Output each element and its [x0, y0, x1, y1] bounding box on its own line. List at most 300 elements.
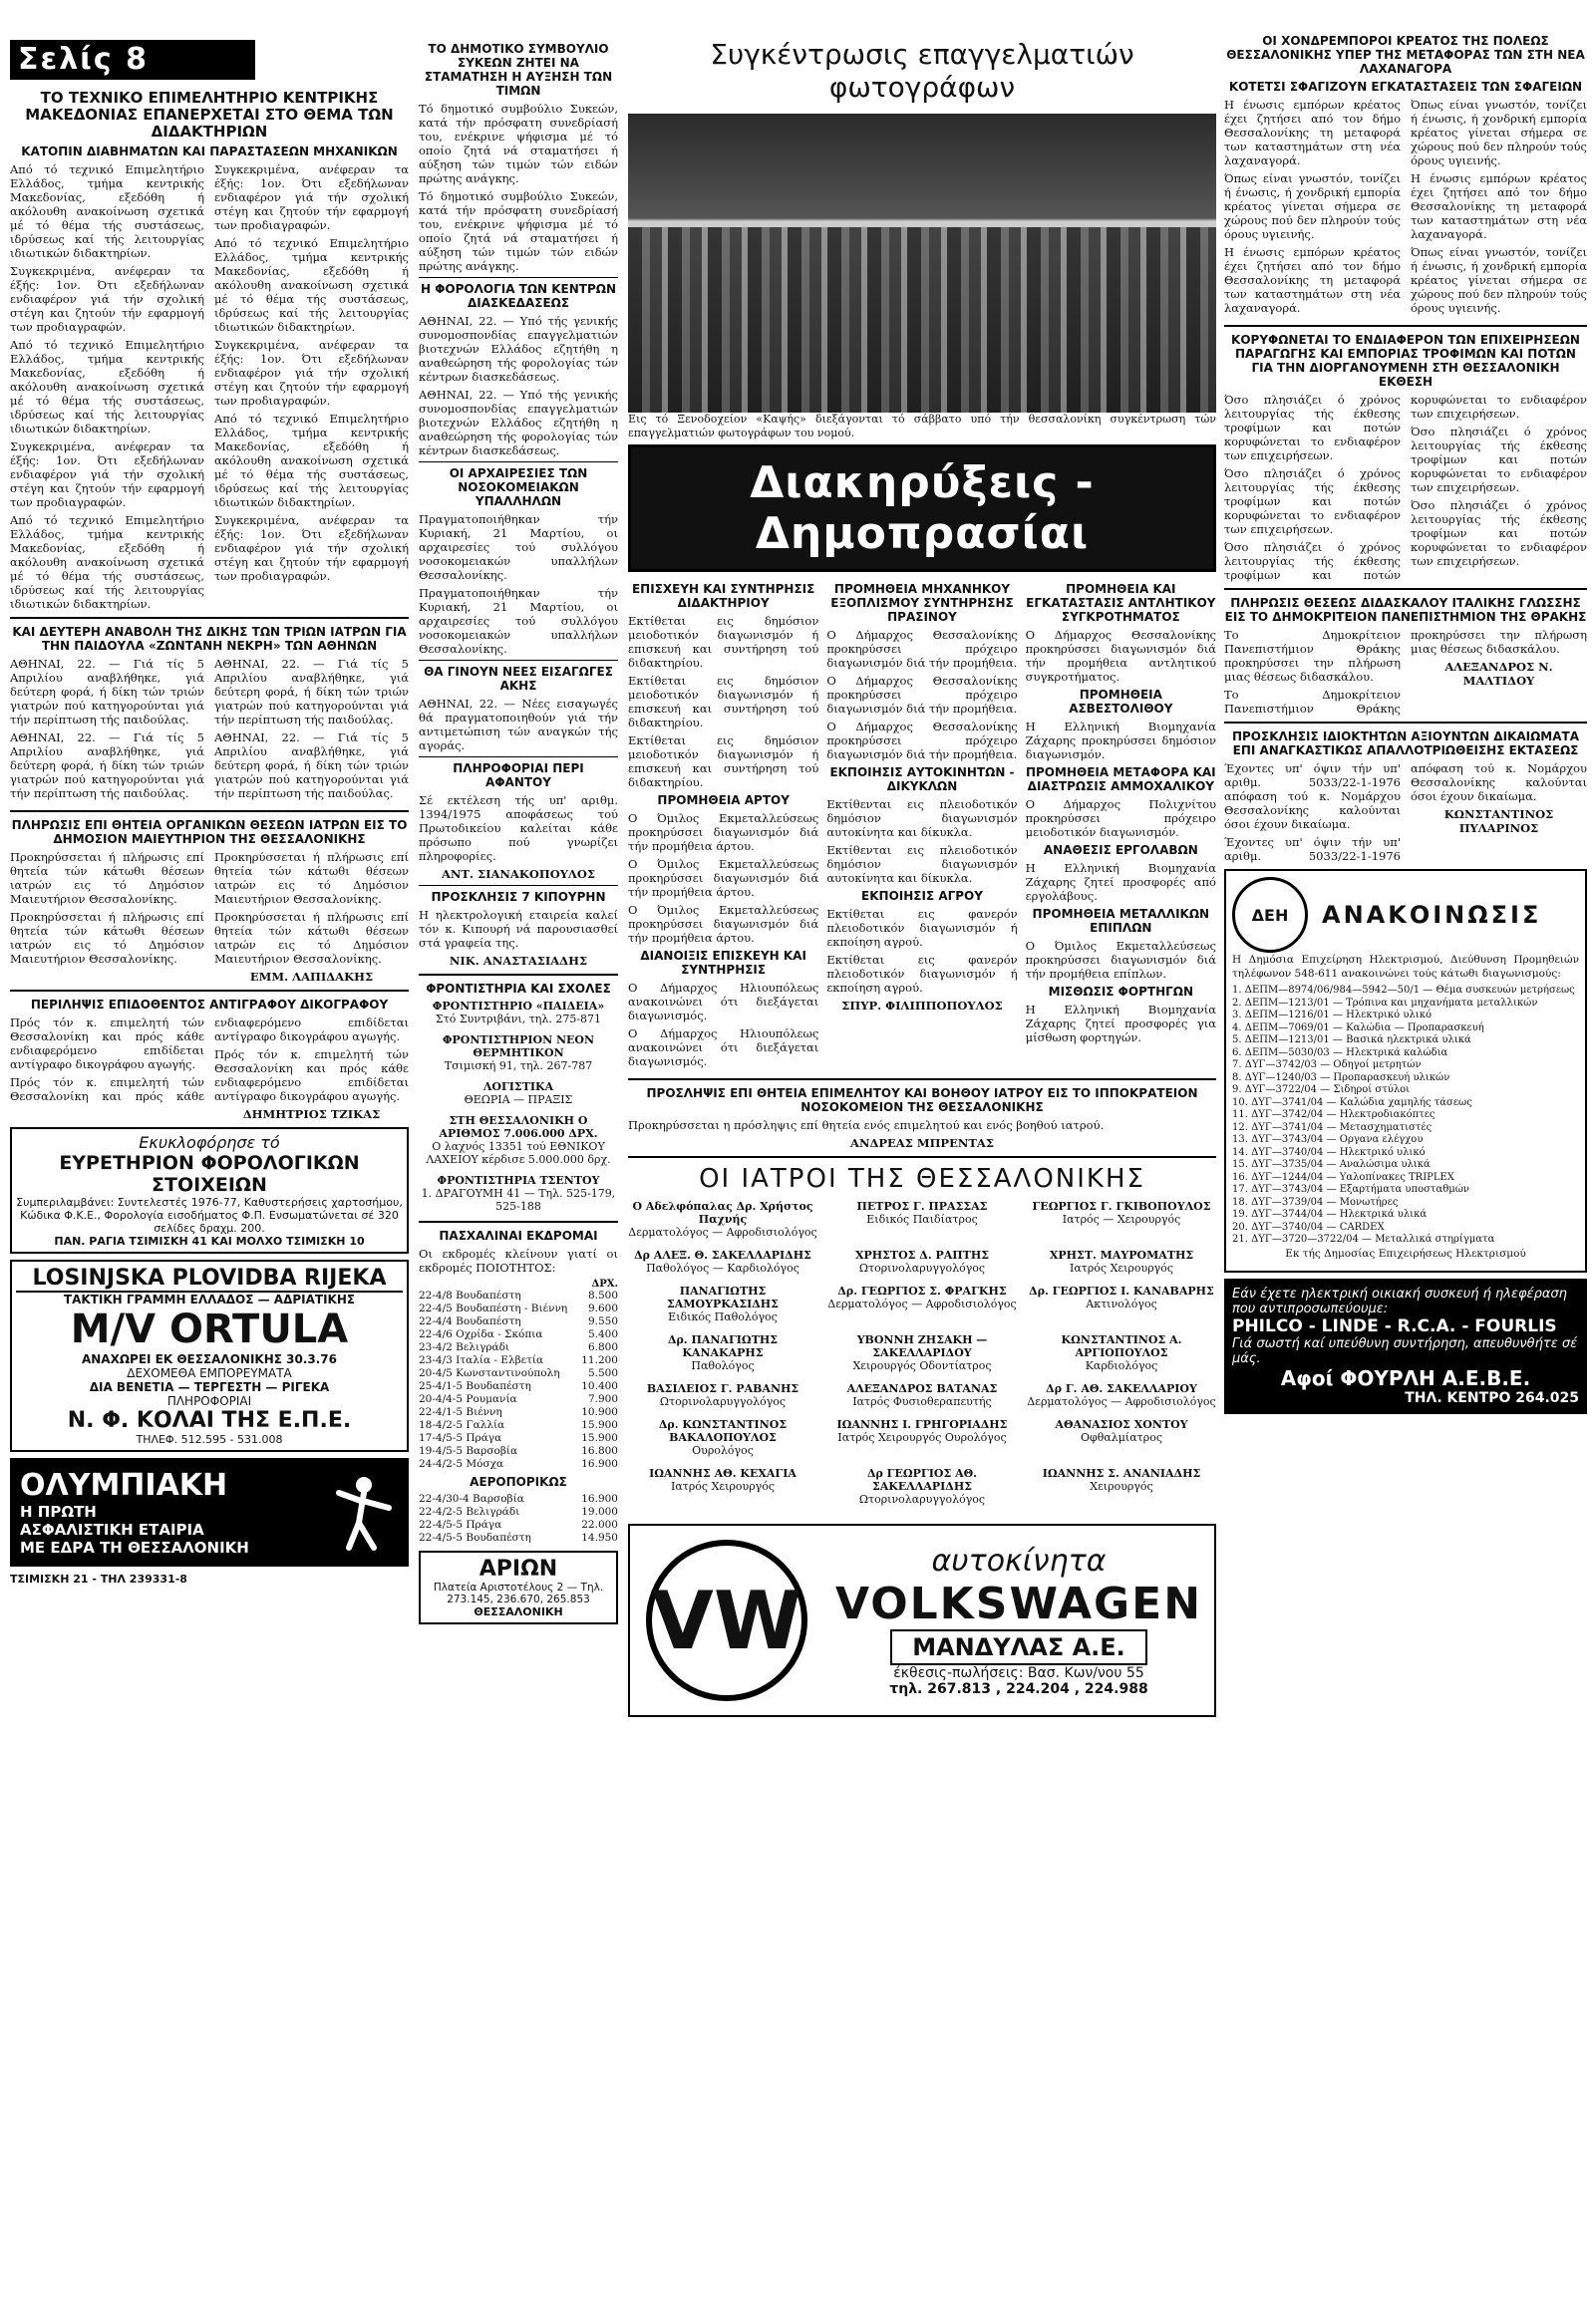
tour-price: 14.950 [581, 1532, 618, 1544]
article-text: Όσο πλησιάζει ό χρόνος λειτουργίας τής έκθεσης τροφίμων και ποτών κορυφώνεται το ενδιαφέρον των επιχειρήσεων. [1224, 393, 1587, 582]
tender-text: Εκτίθεται εις δημόσιον μειοδοτικόν διαγωνισμόν ή επισκευή και συντήρηση τού διδακτηρίου. [628, 733, 819, 789]
agency-city: ΘΕΣΣΑΛΟΝΙΚΗ [474, 1605, 563, 1618]
ad-tax-index [10, 1127, 409, 1254]
article-text: Πρός τόν κ. επιμελητή τών Θεσσαλονίκη και πρός κάθε ενδιαφερόμενο επιδίδεται αντίγραφο δικογράφου αγωγής. [10, 1016, 409, 1103]
photo-caption: Εις τό Ξενοδοχείον «Καψής» διεξάγονται τό σάββατο υπό τήν θεσσαλονίκη συγκέντρωση τών επαγγελματιών φωτογράφων του νομού. [628, 413, 1216, 439]
doctor-specialty: Δερματολόγος — Αφροδισιολόγος [1027, 1395, 1216, 1408]
dei-item: 9. ΔΥΓ—3722/04 — Σιδηροί στύλοι [1232, 1084, 1411, 1095]
tender-text: Η Ελληνική Βιομηχανία Ζάχαρης ζητεί προσφορές για μίσθωση φορτηγών. [1025, 1003, 1216, 1044]
tender-title: ΜΙΣΘΩΣΙΣ ΦΟΡΤΗΓΩΝ [1048, 985, 1193, 999]
school-info: Τσιμισκή 91, τηλ. 267-787 [444, 1059, 593, 1072]
doctor-specialty: Ωτορινολαρυγγολόγος [659, 1395, 787, 1408]
divider [419, 885, 618, 886]
doctor-name: ΧΡΗΣΤΟΣ Δ. ΡΑΠΤΗΣ [854, 1249, 990, 1262]
article-text: Όπως είναι γνωστόν, τονίζει ή ένωσις, ή χονδρική εμπορία κρέατος γίνεται σήμερα σε χώρους πού δεν πληρούν τούς όρους υγιεινής. [1224, 171, 1401, 241]
tour-row [419, 1367, 618, 1380]
tenders-columns [628, 578, 1216, 1072]
subheadline-slaughterhouses: ΚΟΤΕΤΣΙ ΣΦΑΓΙΖΟΥΝ ΕΓΚΑΤΑΣΤΑΣΕΙΣ ΤΩΝ ΣΦΑΓΕΙΩΝ [1228, 80, 1583, 94]
article-text: Συγκεκριμένα, ανέφεραν τα έξής: 1ον. Ότι εξεδήλωναν ενδιαφέρον γιά τήν σχολική στέγη και ζητούν τήν εφαρμογή των προδιαγραφών. [214, 513, 409, 583]
headline-maternity-hospital: ΠΛΗΡΩΣΙΣ ΕΠΙ ΘΗΤΕΙΑ ΟΡΓΑΝΙΚΩΝ ΘΕΣΕΩΝ ΙΑΤΡΩΝ ΕΙΣ ΤΟ ΔΗΜΟΣΙΟΝ ΜΑΙΕΥΤΗΡΙΟΝ ΤΗΣ ΘΕΣΣΑΛΟΝΙΚΗΣ [11, 818, 408, 846]
tour-price: 19.000 [581, 1506, 618, 1518]
tender-text: Ο Δήμαρχος Ηλιουπόλεως ανακοινώνει ότι διεξάγεται διαγωνισμός. [628, 981, 819, 1022]
article-text: Το Δημοκρίτειον Πανεπιστήμιον Θράκης προκηρύσσει την πλήρωση μιας θέσεως διδασκάλου. [1224, 628, 1587, 716]
article-text: Προκηρύσσεται η πρόσληψις επί θητεία ενός επιμελητού και ενός βοηθού ιατρού. [628, 1118, 1105, 1132]
headline-trial-postponed: ΚΑΙ ΔΕΥΤΕΡΗ ΑΝΑΒΟΛΗ ΤΗΣ ΔΙΚΗΣ ΤΩΝ ΤΡΙΩΝ ΙΑΤΡΩΝ ΓΙΑ ΤΗΝ ΠΑΙΔΟΥΛΑ «ΖΩΝΤΑΝΗ ΝΕΚΡΗ» ΤΩΝ ΑΘΗΝΩΝ [12, 625, 407, 653]
ad-line: ΜΕ ΕΔΡΑ ΤΗ ΘΕΣΣΑΛΟΝΙΚΗ [20, 1539, 249, 1557]
tender-title: ΕΚΠΟΙΗΣΙΣ ΑΥΤΟΚΙΝΗΤΩΝ - ΔΙΚΥΚΛΩΝ [829, 765, 1015, 793]
agency-address: Πλατεία Αριστοτέλους 2 — Τηλ. 273.145, 236.670, 265.853 [433, 1582, 604, 1605]
divider [628, 1078, 1216, 1080]
doctor-specialty: Οφθαλμίατρος [1081, 1431, 1162, 1444]
article-text: Από τό τεχνικό Επιμελητήριο Ελλάδος, τμήμα κεντρικής Μακεδονίας, εξεδόθη ή ακόλουθη ανακοίνωση σχετικά μέ τό θέμα τής συστάσεως, ιδρύσεως καί τής λειτουργίας ιδιωτικών διδακτηρίων. [10, 162, 204, 260]
subheadline-engineers: ΚΑΤΟΠΙΝ ΔΙΑΒΗΜΑΤΩΝ ΚΑΙ ΠΑΡΑΣΤΑΣΕΩΝ ΜΗΧΑΝΙΚΩΝ [21, 145, 398, 158]
divider [419, 461, 618, 462]
doctor-specialty: Παθολόγος [691, 1359, 755, 1372]
tour-price: 11.200 [581, 1354, 618, 1366]
doctor-specialty: Ιατρός Χειρουργός Ουρολόγος [837, 1431, 1007, 1444]
doctor-name: ΑΘΑΝΑΣΙΟΣ ΧΟΝΤΟΥ [1055, 1418, 1188, 1431]
article-text: ΑΘΗΝΑΙ, 22. — Γιά τίς 5 Απριλίου αναβλήθηκε, γιά δεύτερη φορά, ή δίκη τών τριών γιατρών πού κατηγορούνται γιά τήν περίπτωση τής παιδούλας. [10, 657, 204, 726]
discus-thrower-icon [329, 1473, 399, 1553]
doctor-listing [827, 1200, 1017, 1239]
vw-dealer: ΜΑΝΔΥΛΑΣ Α.Ε. [890, 1629, 1147, 1665]
tour-price: 8.500 [587, 1290, 618, 1302]
headline-invitation: ΠΡΟΣΚΛΗΣΙΣ 7 ΚΙΠΟΥΡΗΝ [431, 890, 606, 904]
signature: ΑΝΤ. ΣΙΑΝΑΚΟΠΟΥΛΟΣ [441, 867, 596, 881]
tour-row [419, 1493, 618, 1506]
headline-imports: ΘΑ ΓΙΝΟΥΝ ΝΕΕΣ ΕΙΣΑΓΩΓΕΣ ΑΚΗΣ [424, 665, 613, 693]
article-text: Από τό τεχνικό Επιμελητήριο Ελλάδος, τμήμα κεντρικής Μακεδονίας, εξεδόθη ή ακόλουθη ανακοίνωση σχετικά μέ τό θέμα τής συστάσεως, ιδρύσεως καί τής λειτουργίας ιδιωτικών διδακτηρίων. [10, 338, 204, 436]
doctor-name: ΠΑΝΑΓΙΩΤΗΣ ΣΑΜΟΥΡΚΑΣΙΔΗΣ [667, 1285, 779, 1310]
doctor-specialty: Χειρουργός [1090, 1480, 1153, 1493]
doctor-listing [827, 1285, 1017, 1323]
school-listing [419, 1174, 618, 1213]
ad-line: ΑΣΦΑΛΙΣΤΙΚΗ ΕΤΑΙΡΙΑ [20, 1521, 204, 1539]
dei-item: 21. ΔΥΓ—3720—3722/04 — Μεταλλικά στηρίγματα [1232, 1234, 1495, 1245]
article-text: ΑΘΗΝΑΙ, 22. — Υπό τής γενικής συνομοσπονδίας επαγγελματιών βιοτεχνών Ελλάδος εζητήθη η αναθεώρηση τής φορολογίας τών κέντρων διασκεδάσεως. [419, 388, 618, 457]
fourlis-text: Εάν έχετε ηλεκτρική οικιακή συσκευή ή ηλεφέραση που αντιπροσωπεύουμε: [1232, 1286, 1567, 1316]
tender-text: Εκτίθεται εις φανερόν πλειοδοτικόν διαγωνισμόν ή εκποίηση αγρού. [826, 907, 1018, 949]
ad-line: ΔΙΑ ΒΕΝΕΤΙΑ — ΤΕΡΓΕΣΤΗ — ΡΙΓΕΚΑ [89, 1380, 330, 1394]
article-text: Από τό τεχνικό Επιμελητήριο Ελλάδος, τμήμα κεντρικής Μακεδονίας, εξεδόθη ή ακόλουθη ανακοίνωση σχετικά μέ τό θέμα τής συστάσεως, ιδρύσεως καί τής λειτουργίας ιδιωτικών διδακτηρίων. [214, 412, 409, 509]
dei-item: 17. ΔΥΓ—3743/04 — Εξαρτήματα υποσταθμών [1232, 1184, 1469, 1195]
dei-item: 10. ΔΥΓ—3741/04 — Καλώδια χαμηλής τάσεως [1232, 1096, 1472, 1108]
tour-destination: 22-4/5-5 Πράγα [419, 1519, 502, 1531]
doctor-specialty: Ειδικός Παθολόγος [668, 1310, 778, 1323]
doctor-specialty: Δερματολόγος — Αφροδισιολόγος [827, 1298, 1017, 1310]
tenders-col-2 [826, 578, 1017, 1072]
ad-phone: ΤΗΛΕΦ. 512.595 - 531.008 [136, 1433, 283, 1446]
dei-footer: Εκ τής Δημοσίας Επιχειρήσεως Ηλεκτρισμού [1285, 1247, 1526, 1260]
doctor-listing [1027, 1285, 1216, 1323]
doctor-name: Δρ ΓΕΩΡΓΙΟΣ ΑΘ. ΣΑΚΕΛΛΑΡΙΔΗΣ [866, 1467, 978, 1493]
doctor-name: ΙΩΑΝΝΗΣ Σ. ΑΝΑΝΙΑΔΗΣ [1042, 1467, 1201, 1480]
tour-destination: 22-4/1-5 Βιέννη [419, 1406, 502, 1418]
doctor-name: ΓΕΩΡΓΙΟΣ Γ. ΓΚΙΒΟΠΟΥΛΟΣ [1032, 1200, 1211, 1213]
tender-title: ΕΠΙΣΧΕΥΗ ΚΑΙ ΣΥΝΤΗΡΗΣΙΣ ΔΙΔΑΚΤΗΡΙΟΥ [631, 582, 815, 610]
vw-phone: τηλ. 267.813 , 224.204 , 224.988 [889, 1681, 1148, 1697]
tour-row [419, 1532, 618, 1545]
divider [419, 756, 618, 757]
headline-easter-trips: ΠΑΣΧΑΛΙΝΑΙ ΕΚΔΡΟΜΑΙ [439, 1229, 598, 1243]
divider [419, 974, 618, 976]
article-text: Πρός τόν κ. επιμελητή τών Θεσσαλονίκη και πρός κάθε ενδιαφερόμενο επιδίδεται αντίγραφο δικογράφου αγωγής. [10, 1016, 204, 1071]
school-info: ΘΕΩΡΙΑ — ΠΡΑΞΙΣ [464, 1093, 573, 1106]
fourlis-text: Γιά σωστή καί υπεύθυνη συντήρηση, απευθυνθήτε σέ μάς. [1232, 1335, 1578, 1366]
doctor-specialty: Δερματολόγος — Αφροδισιολόγος [628, 1226, 817, 1239]
doctor-name: Δρ. ΚΩΝΣΤΑΝΤΙΝΟΣ ΒΑΚΑΛΟΠΟΥΛΟΣ [658, 1418, 788, 1444]
tender-text: Ο Δήμαρχος Πολιχνίτου προκηρύσσει πρόχειρο μειοδοτικόν διαγωνισμόν. [1025, 797, 1216, 839]
ad-subtitle: ΤΑΚΤΙΚΗ ΓΡΑΜΜΗ ΕΛΛΑΔΟΣ — ΑΔΡΙΑΤΙΚΗΣ [63, 1293, 356, 1307]
tour-destination: 22-4/30-4 Βαρσοβία [419, 1493, 524, 1505]
article-text: Όπως είναι γνωστόν, τονίζει ή ένωσις, ή χονδρική εμπορία κρέατος γίνεται σήμερα σε χώρους πού δεν πληρούν τούς όρους υγιεινής. [1411, 98, 1587, 167]
vw-address: έκθεσις-πωλήσεις: Βασ. Κων/νου 55 [893, 1665, 1144, 1681]
tender-title: ΠΡΟΜΗΘΕΙΑ ΚΑΙ ΕΓΚΑΤΑΣΤΑΣΙΣ ΑΝΤΛΗΤΙΚΟΥ ΣΥΓΚΡΟΤΗΜΑΤΟΣ [1026, 582, 1216, 624]
dei-list [1232, 985, 1579, 1247]
tender-title: ΕΚΠΟΙΗΣΙΣ ΑΓΡΟΥ [861, 889, 983, 903]
dei-item: 6. ΔΕΠΜ—5030/03 — Ηλεκτρικά καλώδια [1232, 1046, 1448, 1058]
ad-address: ΠΑΝ. ΡΑΓΙΑ ΤΣΙΜΙΣΚΗ 41 ΚΑΙ ΜΟΛΧΟ ΤΣΙΜΙΣΚΗ 10 [54, 1235, 365, 1248]
dei-item: 4. ΔΕΠΜ—7069/01 — Καλώδια — Προπαρασκευή [1232, 1021, 1484, 1033]
school-info: 1. ΔΡΑΓΟΥΜΗ 41 — Τηλ. 525-179, 525-188 [421, 1187, 616, 1213]
dei-item: 5. ΔΕΠΜ—1213/01 — Βασικά ηλεκτρικά υλικά [1232, 1034, 1471, 1045]
vw-logo-icon: VW [646, 1540, 807, 1701]
ad-line: ΔΕΧΟΜΕΘΑ ΕΜΠΟΡΕΥΜΑΤΑ [127, 1366, 292, 1380]
article-text: Τό δημοτικό συμβούλιο Συκεών, κατά τήν πρόσφατη συνεδρίασή του, ενέκρινε ψήφισμα μέ τό οποίο ζητά νά σταματήσει ή αύξηση τών τιμών τών ειδών πρώτης ανάγκης. [419, 189, 618, 273]
tour-row [419, 1315, 618, 1328]
tour-price: 6.800 [587, 1341, 618, 1353]
agency-name: ΑΡΙΩΝ [478, 1557, 558, 1582]
column-1 [10, 86, 409, 2318]
doctor-name: Δρ. ΓΕΩΡΓΙΟΣ Ι. ΚΑΝΑΒΑΡΗΣ [1029, 1285, 1214, 1298]
announcements-banner: Διακηρύξεις - Δημοπρασίαι [628, 444, 1216, 572]
tour-destination: 22-4/4 Βουδαπέστη [419, 1315, 521, 1327]
tour-price: 10.400 [581, 1380, 618, 1392]
ad-losinjska [10, 1260, 409, 1452]
headline-technical-chamber: ΤΟ ΤΕΧΝΙΚΟ ΕΠΙΜΕΛΗΤΗΡΙΟ ΚΕΝΤΡΙΚΗΣ ΜΑΚΕΔΟΝΙΑΣ ΕΠΑΝΕΡΧΕΤΑΙ ΣΤΟ ΘΕΜΑ ΤΩΝ ΔΙΔΑΚΤΗΡΙΩΝ [25, 89, 394, 141]
doctor-listing [1027, 1467, 1216, 1506]
doctor-name: ΚΩΝΣΤΑΝΤΙΝΟΣ Α. ΑΡΓΙΟΠΟΥΛΟΣ [1061, 1333, 1182, 1359]
air-trips-title: ΑΕΡΟΠΟΡΙΚΩΣ [470, 1475, 567, 1489]
article-text: ΑΘΗΝΑΙ, 22. — Γιά τίς 5 Απριλίου αναβλήθηκε, γιά δεύτερη φορά, ή δίκη τών τριών γιατρών πού κατηγορούνται γιά τήν περίπτωση τής παιδούλας. [214, 730, 409, 800]
page-number-masthead: Σελίς 8 [10, 40, 255, 80]
tour-destination: 23-4/3 Ιταλία - Ελβετία [419, 1354, 544, 1366]
divider [419, 660, 618, 661]
tour-row [419, 1290, 618, 1303]
article-text: Έχοντες υπ' όψιν τήν υπ' αριθμ. 5033/22-1-1976 απόφαση τού κ. Νομάρχου Θεσσαλονίκης καλούνται όσοι έχουν δικαίωμα. [1224, 761, 1587, 863]
headline-meat-wholesalers: ΟΙ ΧΟΝΔΡΕΜΠΟΡΟΙ ΚΡΕΑΤΟΣ ΤΗΣ ΠΟΛΕΩΣ ΘΕΣΣΑΛΟΝΙΚΗΣ ΥΠΕΡ ΤΗΣ ΜΕΤΑΦΟΡΑΣ ΤΩΝ ΣΤΗ ΝΕΑ ΛΑΧΑΝΑΓΟΡΑ [1226, 34, 1585, 76]
tour-row [419, 1341, 618, 1354]
doctor-name: Ο Αδελφόπαλας Δρ. Χρήστος Παχνής [632, 1200, 813, 1226]
doctor-name: ΧΡΗΣΤ. ΜΑΥΡΟΜΑΤΗΣ [1049, 1249, 1194, 1262]
tour-destination: 20-4/5 Κωνσταντινούπολη [419, 1367, 560, 1379]
tender-text: Ο Όμιλος Εκμεταλλεύσεως προκηρύσσει διαγωνισμόν διά τήν προμήθεια άρτου. [628, 857, 819, 899]
dei-item: 18. ΔΥΓ—3739/04 — Μονωτήρες [1232, 1196, 1399, 1208]
tour-price: 16.900 [581, 1458, 618, 1470]
ad-line: Η ΠΡΩΤΗ [20, 1503, 97, 1521]
doctor-listing [1027, 1249, 1216, 1275]
dei-announcements [1224, 869, 1587, 1273]
article-text: ΑΘΗΝΑΙ, 22. — Γιά τίς 5 Απριλίου αναβλήθηκε, γιά δεύτερη φορά, ή δίκη τών τριών γιατρών πού κατηγορούνται γιά τήν περίπτωση τής παιδούλας. [214, 657, 409, 726]
school-info: Στό Συντριβάνι, τηλ. 275-871 [435, 1013, 602, 1025]
tour-row [419, 1432, 618, 1445]
tender-text: Ο Δήμαρχος Θεσσαλονίκης προκηρύσσει πρόχειρο διαγωνισμόν διά τήν προμήθεια. [826, 674, 1018, 716]
ship-name: M/V ORTULA [70, 1307, 349, 1352]
doctor-specialty: Ιατρός Χειρουργός [670, 1480, 776, 1493]
doctor-listing [628, 1418, 817, 1457]
doctor-specialty: Ουρολόγος [692, 1444, 754, 1457]
tour-row [419, 1406, 618, 1419]
school-name: ΦΡΟΝΤΙΣΤΗΡΙΟΝ ΝΕΟΝ ΘΕΡΜΗΤΙΚΟΝ [442, 1033, 595, 1059]
doctor-listing [1027, 1418, 1216, 1457]
signature: ΑΛΕΞΑΝΔΡΟΣ Ν. ΜΑΛΤΙΔΟΥ [1444, 660, 1553, 688]
divider [1224, 722, 1587, 724]
tender-title: ΠΡΟΜΗΘΕΙΑ ΑΡΤΟΥ [657, 793, 790, 807]
column-2 [419, 38, 618, 2320]
article-text: Η ένωσις εμπόρων κρέατος έχει ζητήσει από τον δήμο Θεσσαλονίκης τη μεταφορά των καταστημάτων στη νέα λαχαναγορά. [1224, 98, 1401, 167]
doctors-directory-title: ΟΙ ΙΑΤΡΟΙ ΤΗΣ ΘΕΣΣΑΛΟΝΙΚΗΣ [699, 1164, 1145, 1194]
fourlis-brands: PHILCO - LINDE - R.C.A. - FOURLIS [1232, 1315, 1557, 1336]
volkswagen-ad [628, 1524, 1216, 1717]
doctor-specialty: Ειδικός Παιδίατρος [866, 1213, 978, 1226]
tender-text: Εκτίθεται εις δημόσιον μειοδοτικόν διαγωνισμόν ή επισκευή και συντήρηση τού διδακτηρίου. [628, 614, 819, 670]
tour-row [419, 1303, 618, 1315]
article-text: Προκηρύσσεται ή πλήρωσις επί θητεία τών κάτωθι θέσεων ιατρών εις τό Δημόσιον Μαιευτήριον Θεσσαλονίκης. [10, 850, 204, 906]
tour-price: 9.550 [587, 1315, 618, 1327]
tender-text: Εκτίθεται εις φανερόν πλειοδοτικόν διαγωνισμόν ή εκποίηση αγρού. [826, 953, 1018, 995]
signature: ΑΝΔΡΕΑΣ ΜΠΡΕΝΤΑΣ [850, 1136, 994, 1150]
doctor-name: ΙΩΑΝΝΗΣ Ι. ΓΡΗΓΟΡΙΑΔΗΣ [836, 1418, 1008, 1431]
article-text: Όπως είναι γνωστόν, τονίζει ή ένωσις, ή χονδρική εμπορία κρέατος γίνεται σήμερα σε χώρους πού δεν πληρούν τούς όρους υγιεινής. [1411, 245, 1587, 315]
fourlis-ad [1224, 1279, 1587, 1414]
tender-text: Εκτίθενται εις πλειοδοτικόν δημόσιον διαγωνισμόν αυτοκίνητα και δίκυκλα. [826, 797, 1018, 839]
doctor-name: ΠΕΤΡΟΣ Γ. ΠΡΑΣΣΑΣ [856, 1200, 988, 1213]
tender-title: ΠΡΟΜΗΘΕΙΑ ΑΣΒΕΣΤΟΛΙΘΟΥ [1069, 688, 1173, 716]
tender-text: Ο Όμιλος Εκμεταλλεύσεως προκηρύσσει διαγωνισμόν διά τήν προμήθεια άρτου. [628, 811, 819, 853]
doctor-listing [628, 1285, 817, 1323]
tender-text: Ο Δήμαρχος Θεσσαλονίκης προκηρύσσει πρόχειρο διαγωνισμόν διά τήν προμήθεια. [826, 628, 1018, 670]
ad-olympiaki [10, 1458, 409, 1567]
article-text: Προκηρύσσεται ή πλήρωσις επί θητεία τών κάτωθι θέσεων ιατρών εις τό Δημόσιον Μαιευτήριον Θεσσαλονίκης. [214, 850, 409, 906]
article-text: Οι εκδρομές κλείνουν γιατί οι εκδρομές ΠΟΙΟΤΗΤΟΣ: [419, 1247, 618, 1275]
dei-item: 7. ΔΥΓ—3742/03 — Οδηγοί μετρητών [1232, 1059, 1422, 1070]
article-text: Όσο πλησιάζει ό χρόνος λειτουργίας τής έκθεσης τροφίμων και ποτών κορυφώνεται το ενδιαφέρον των επιχειρήσεων. [1411, 498, 1587, 568]
tenders-col-1 [628, 578, 818, 1072]
doctor-listing [827, 1467, 1017, 1506]
doctor-specialty: Ιατρός — Χειρουργός [1062, 1213, 1181, 1226]
dei-item: 11. ΔΥΓ—3742/04 — Ηλεκτροδιακόπτες [1232, 1109, 1436, 1120]
signature: ΔΗΜΗΤΡΙΟΣ ΤΖΙΚΑΣ [242, 1107, 381, 1121]
ad-title: ΕΥΡΕΤΗΡΙΟΝ ΦΟΡΟΛΟΓΙΚΩΝ ΣΤΟΙΧΕΙΩΝ [59, 1152, 360, 1196]
article-text: Όσο πλησιάζει ό χρόνος λειτουργίας τής έκθεσης τροφίμων και ποτών κορυφώνεται το ενδιαφέρον των επιχειρήσεων. [1411, 425, 1587, 494]
tour-destination: 19-4/5-5 Βαρσοβία [419, 1445, 518, 1457]
tender-text: Ο Όμιλος Εκμεταλλεύσεως προκηρύσσει διαγωνισμόν διά τήν προμήθεια επίπλων. [1025, 939, 1216, 981]
dei-item: 13. ΔΥΓ—3743/04 — Οργανα ελέγχου [1232, 1134, 1424, 1145]
headline-expropriation: ΠΡΟΣΚΛΗΣΙΣ ΙΔΙΟΚΤΗΤΩΝ ΑΞΙΟΥΝΤΩΝ ΔΙΚΑΙΩΜΑΤΑ ΕΠΙ ΑΝΑΓΚΑΣΤΙΚΩΣ ΑΠΑΛΛΟΤΡΙΩΘΕΙΣΗΣ ΕΚΤΑΣΕΩΣ [1231, 729, 1580, 757]
article-text: Προκηρύσσεται ή πλήρωσις επί θητεία τών κάτωθι θέσεων ιατρών εις τό Δημόσιον Μαιευτήριον Θεσσαλονίκης. [10, 910, 204, 966]
tour-destination: 17-4/5-5 Πράγα [419, 1432, 502, 1444]
doctor-name: Δρ ΑΛΕΞ. Θ. ΣΑΚΕΛΛΑΡΙΔΗΣ [634, 1249, 811, 1262]
headline-legal-notice: ΠΕΡΙΛΗΨΙΣ ΕΠΙΔΟΘΕΝΤΟΣ ΑΝΤΙΓΡΑΦΟΥ ΔΙΚΟΓΡΑΦΟΥ [30, 998, 389, 1012]
doctor-listing [827, 1418, 1017, 1457]
school-name: ΦΡΟΝΤΙΣΤΗΡΙΑ ΤΣΕΝΤΟΥ [437, 1174, 600, 1187]
dei-item: 20. ΔΥΓ—3740/04 — CARDEX [1232, 1221, 1385, 1233]
tour-destination: 22-4/5-5 Βουδαπέστη [419, 1532, 531, 1544]
dei-item: 15. ΔΥΓ—3735/04 — Αναλώσιμα υλικά [1232, 1159, 1431, 1170]
tender-title: ΑΝΑΘΕΣΙΣ ΕΡΓΟΛΑΒΩΝ [1043, 843, 1198, 857]
tender-title: ΔΙΑΝΟΙΞΙΣ ΕΠΙΣΚΕΥΗ ΚΑΙ ΣΥΝΤΗΡΗΣΙΣ [640, 949, 806, 977]
headline-food-exhibition: ΚΟΡΥΦΩΝΕΤΑΙ ΤΟ ΕΝΔΙΑΦΕΡΟΝ ΤΩΝ ΕΠΙΧΕΙΡΗΣΕΩΝ ΠΑΡΑΓΩΓΗΣ ΚΑΙ ΕΜΠΟΡΙΑΣ ΤΡΟΦΙΜΩΝ ΚΑΙ ΠΟΤΩΝ ΓΙΑ ΤΗΝ ΔΙΟΡΓΑΝΟΥΜΕΝΗ ΣΤΗ ΘΕΣΣΑΛΟΝΙΚΗ ΕΚΘΕΣΗ [1231, 333, 1580, 389]
doctor-name: ΑΛΕΞΑΝΔΡΟΣ ΒΑΤΑΝΑΣ [846, 1382, 998, 1395]
tender-text: Ο Δήμαρχος Θεσσαλονίκης προκηρύσσει διαγωνισμόν διά τήν προμήθεια αντλητικού συγκροτήματος. [1025, 628, 1216, 684]
tour-destination: 20-4/4-5 Ρουμανία [419, 1393, 517, 1405]
air-tour-list [419, 1493, 618, 1545]
tour-price: 9.600 [587, 1303, 618, 1314]
doctor-specialty: Καρδιολόγος [1085, 1359, 1158, 1372]
tour-destination: 24-4/2-5 Μόσχα [419, 1458, 504, 1470]
ad-text: Συμπεριλαμβάνει: Συντελεστές 1976-77, Καθυστερήσεις χαρτοσήμου, Κώδικα Φ.Κ.Ε., Φορολογία εισοδήματος Φ.Π. Ενσωματώνεται σέ 320 σελίδες δραχμ. 200. [16, 1196, 403, 1235]
doctor-listing [628, 1200, 817, 1239]
ad-title: ΟΛΥΜΠΙΑΚΗ [20, 1468, 228, 1503]
lottery-title: ΣΤΗ ΘΕΣΣΑΛΟΝΙΚΗ Ο ΑΡΙΘΜΟΣ 7.006.000 ΔΡΧ. [439, 1114, 598, 1140]
divider [10, 810, 409, 812]
headline-missing-person: ΠΛΗΡΟΦΟΡΙΑΙ ΠΕΡΙ ΑΦΑΝΤΟΥ [453, 761, 584, 789]
tour-list [419, 1290, 618, 1471]
group-photo [628, 114, 1216, 413]
doctor-name: ΙΩΑΝΝΗΣ ΑΘ. ΚΕΧΑΓΙΑ [649, 1467, 797, 1480]
tour-price: 22.000 [581, 1519, 618, 1531]
doctor-listing [827, 1333, 1017, 1372]
signature: ΕΜΜ. ΛΑΠΙΔΑΚΗΣ [249, 970, 374, 984]
dei-item: 8. ΔΥΓ—1240/03 — Προπαρασκευή υλικών [1232, 1071, 1450, 1083]
tender-text: Εκτίθεται εις δημόσιον μειοδοτικόν διαγωνισμόν ή επισκευή και συντήρηση τού διδακτηρίου. [628, 674, 819, 729]
divider [419, 1221, 618, 1223]
tour-destination: 25-4/1-5 Βουδαπέστη [419, 1380, 531, 1392]
tour-row [419, 1506, 618, 1519]
doctor-name: Δρ. ΠΑΝΑΓΙΩΤΗΣ ΚΑΝΑΚΑΡΗΣ [667, 1333, 779, 1359]
doctor-specialty: Ιατρός Χειρουργός [1069, 1262, 1174, 1275]
school-name: ΦΡΟΝΤΙΣΤΗΡΙΟ «ΠΑΙΔΕΙΑ» [432, 1000, 605, 1013]
article-text: Η ηλεκτρολογική εταιρεία καλεί τόν κ. Κιπουρή νά παρουσιασθεί στά γραφεία της. [419, 908, 618, 950]
dei-logo-icon: ΔΕΗ [1232, 877, 1308, 953]
signature: ΝΙΚ. ΑΝΑΣΤΑΣΙΑΔΗΣ [449, 954, 588, 968]
divider [10, 617, 409, 619]
headline-schools: ΦΡΟΝΤΙΣΤΗΡΙΑ ΚΑΙ ΣΧΟΛΕΣ [426, 982, 611, 996]
dei-item: 12. ΔΥΓ—3741/04 — Μετασχηματιστές [1232, 1121, 1433, 1133]
vw-top: αυτοκίνητα [931, 1544, 1107, 1579]
article-text: Πραγματοποιήθηκαν τήν Κυριακή, 21 Μαρτίου, οι αρχαιρεσίες τού συλλόγου νοσοκομειακών υπαλλήλων Θεσσαλονίκης. [419, 586, 618, 656]
article-text: ΑΘΗΝΑΙ, 22. — Υπό τής γενικής συνομοσπονδίας επαγγελματιών βιοτεχνών Ελλάδος εζητήθη η αναθεώρηση τής φορολογίας τών κέντρων διασκεδάσεως. [419, 314, 618, 384]
doctor-listing [628, 1333, 817, 1372]
price-header: ΔΡΧ. [591, 1279, 618, 1290]
article-text: ΑΘΗΝΑΙ, 22. — Γιά τίς 5 Απριλίου αναβλήθηκε, γιά δεύτερη φορά, ή δίκη τών τριών γιατρών πού κατηγορούνται γιά τήν περίπτωση τής παιδούλας. [10, 730, 204, 800]
tour-row [419, 1354, 618, 1367]
tender-text: Ο Όμιλος Εκμεταλλεύσεως προκηρύσσει διαγωνισμόν διά τήν προμήθεια άρτου. [628, 903, 819, 945]
tour-price: 5.500 [587, 1367, 618, 1379]
tender-title: ΠΡΟΜΗΘΕΙΑ ΜΕΤΑΛΛΙΚΩΝ ΕΠΙΠΛΩΝ [1032, 907, 1210, 935]
tour-destination: 18-4/2-5 Γαλλία [419, 1419, 505, 1431]
ad-line: ΠΛΗΡΟΦΟΡΙΑΙ [166, 1394, 252, 1408]
photo-story-title: Συγκέντρωσις επαγγελματιών φωτογράφων [710, 38, 1134, 104]
tour-row [419, 1328, 618, 1341]
school-listing [419, 1080, 618, 1106]
ad-address: ΤΣΙΜΙΣΚΗ 21 - ΤΗΛ 239331-8 [10, 1573, 187, 1586]
dei-intro: Η Δημόσια Επιχείρηση Ηλεκτρισμού, Διεύθυνση Προμηθειών τηλέφωνον 548-611 ανακοινώνει τούς κάτωθι διαγωνισμούς: [1232, 954, 1579, 980]
doctor-name: Δρ Γ. ΑΘ. ΣΑΚΕΛΛΑΡΙΟΥ [1046, 1382, 1197, 1395]
vw-brand: VOLKSWAGEN [834, 1579, 1203, 1629]
tender-title: ΠΡΟΜΗΘΕΙΑ ΜΗΧΑΝΗΚΟΥ ΕΞΟΠΛΙΣΜΟΥ ΣΥΝΤΗΡΗΣΗΣ ΠΡΑΣΙΝΟΥ [830, 582, 1014, 624]
tour-row [419, 1419, 618, 1432]
tour-price: 16.900 [581, 1493, 618, 1505]
tour-price: 7.900 [587, 1393, 618, 1405]
article-text: Από τό τεχνικό Επιμελητήριο Ελλάδος, τμήμα κεντρικής Μακεδονίας, εξεδόθη ή ακόλουθη ανακοίνωση σχετικά μέ τό θέμα τής συστάσεως, ιδρύσεως καί τής λειτουργίας ιδιωτικών διδακτηρίων. [10, 513, 204, 611]
dei-item: 3. ΔΕΠΜ—1216/01 — Ηλεκτρικό υλικό [1232, 1010, 1432, 1020]
dei-item: 1. ΔΕΠΜ—8974/06/984—5942—50/1 — Θέμα συσκευών μετρήσεως [1232, 985, 1575, 996]
ad-line: ΑΝΑΧΩΡΕΙ ΕΚ ΘΕΣΣΑΛΟΝΙΚΗΣ 30.3.76 [81, 1352, 338, 1366]
school-listing [419, 1000, 618, 1025]
fourlis-firm: Αφοί ΦΟΥΡΛΗ Α.Ε.Β.Ε. [1280, 1365, 1531, 1390]
lottery-notice [419, 1114, 618, 1166]
center-section [628, 30, 1216, 2322]
dei-item: 19. ΔΥΓ—3744/04 — Ηλεκτρικά υλικά [1232, 1209, 1428, 1220]
doctor-listing [628, 1467, 817, 1506]
doctor-specialty: Ιατρός Φυσιοθεραπευτής [852, 1395, 992, 1408]
divider [10, 990, 409, 992]
tender-text: Ο Δήμαρχος Θεσσαλονίκης προκηρύσσει πρόχειρο διαγωνισμόν διά τήν προμήθεια. [826, 720, 1018, 761]
doctor-listing [1027, 1200, 1216, 1239]
article-text: Συγκεκριμένα, ανέφεραν τα έξής: 1ον. Ότι εξεδήλωναν ενδιαφέρον γιά τήν σχολική στέγη και ζητούν τήν εφαρμογή των προδιαγραφών. [214, 162, 409, 232]
tender-text: Ο Δήμαρχος Ηλιουπόλεως ανακοινώνει ότι διεξάγεται διαγωνισμός. [628, 1026, 819, 1068]
doctor-listing [827, 1249, 1017, 1275]
article-text: Σέ εκτέλεση τής υπ' αριθμ. 1394/1975 αποφάσεως τού Πρωτοδικείου καλείται κάθε πρόσωπο πού γνωρίζει πληροφορίες. [419, 793, 618, 863]
tour-price: 15.900 [581, 1432, 618, 1444]
article-text: Η ένωσις εμπόρων κρέατος έχει ζητήσει από τον δήμο Θεσσαλονίκης τη μεταφορά των καταστημάτων στη νέα λαχαναγορά. [1224, 245, 1401, 315]
dei-item: 2. ΔΕΠΜ—1213/01 — Τρόπινα και μηχανήματα μεταλλικών [1232, 997, 1538, 1009]
doctor-listing [1027, 1333, 1216, 1372]
article-text: Πρός τόν κ. επιμελητή τών Θεσσαλονίκη και πρός κάθε ενδιαφερόμενο επιδίδεται αντίγραφο δικογράφου αγωγής. [214, 1047, 409, 1103]
divider [419, 277, 618, 278]
article-text: Όσο πλησιάζει ό χρόνος λειτουργίας τής έκθεσης τροφίμων και ποτών κορυφώνεται το ενδιαφέρον των επιχειρήσεων. [1224, 466, 1401, 536]
fourlis-phone: ΤΗΛ. ΚΕΝΤΡΟ 264.025 [1405, 1389, 1579, 1406]
agency-ad [419, 1551, 618, 1624]
tour-price: 5.400 [587, 1328, 618, 1340]
tour-destination: 22-4/6 Οχρίδα - Σκόπια [419, 1328, 543, 1340]
headline-elections: ΟΙ ΑΡΧΑΙΡΕΣΙΕΣ ΤΩΝ ΝΟΣΟΚΟΜΕΙΑΚΩΝ ΥΠΑΛΛΗΛΩΝ [449, 466, 588, 508]
article-text: Όσο πλησιάζει ό χρόνος λειτουργίας τής έκθεσης τροφίμων και ποτών κορυφώνεται το ενδιαφέρον των επιχειρήσεων. [1224, 393, 1401, 462]
doctor-name: Δρ. ΓΕΩΡΓΙΟΣ Σ. ΦΡΑΓΚΗΣ [837, 1285, 1007, 1298]
article-text: Συγκεκριμένα, ανέφεραν τα έξής: 1ον. Ότι εξεδήλωναν ενδιαφέρον γιά τήν σχολική στέγη και ζητούν τήν εφαρμογή των προδιαγραφών. [214, 338, 409, 408]
tour-price: 16.800 [581, 1445, 618, 1457]
divider [628, 1156, 1216, 1158]
signature: ΣΠΥΡ. ΦΙΛΙΠΠΟΠΟΥΛΟΣ [841, 999, 1003, 1013]
ad-agent: Ν. Φ. ΚΟΛΑΙ ΤΗΣ Ε.Π.Ε. [67, 1408, 352, 1433]
tender-text: Εκτίθενται εις πλειοδοτικόν δημόσιον διαγωνισμόν αυτοκίνητα και δίκυκλα. [826, 843, 1018, 885]
divider [1224, 588, 1587, 590]
doctors-directory [628, 1200, 1216, 1514]
doctor-specialty: Παθολόγος — Καρδιολόγος [646, 1262, 799, 1275]
tour-row [419, 1380, 618, 1393]
ad-small: Εκυκλοφόρησε τό [139, 1133, 280, 1152]
tender-text: Η Ελληνική Βιομηχανία Ζάχαρης ζητεί προσφορές από εργολάβους. [1025, 861, 1216, 903]
headline-hippocrates-hospital: ΠΡΟΣΛΗΨΙΣ ΕΠΙ ΘΗΤΕΙΑ ΕΠΙΜΕΛΗΤΟΥ ΚΑΙ ΒΟΗΘΟΥ ΙΑΤΡΟΥ ΕΙΣ ΤΟ ΙΠΠΟΚΡΑΤΕΙΟΝ ΝΟΣΟΚΟΜΕΙΟΝ ΤΗΣ ΘΕΣΣΑΛΟΝΙΚΗΣ [646, 1086, 1198, 1114]
article-text: ΑΘΗΝΑΙ, 22. — Νέες εισαγωγές θά πραγματοποιηθούν γιά τήν αντιμετώπιση τών αναγκών τής αγοράς. [419, 697, 618, 752]
ad-title: LOSINJSKA PLOVIDBA RIJEKA [16, 1266, 403, 1293]
tenders-col-3 [1026, 578, 1216, 1072]
tender-text: Η Ελληνική Βιομηχανία Ζάχαρης προκηρύσσει δημόσιον διαγωνισμόν. [1025, 720, 1216, 761]
tour-row [419, 1519, 618, 1532]
article-text: Το Δημοκρίτειον Πανεπιστήμιον Θράκης προκηρύσσει την πλήρωση μιας θέσεως διδασκάλου. [1224, 628, 1401, 684]
school-listing [419, 1033, 618, 1072]
